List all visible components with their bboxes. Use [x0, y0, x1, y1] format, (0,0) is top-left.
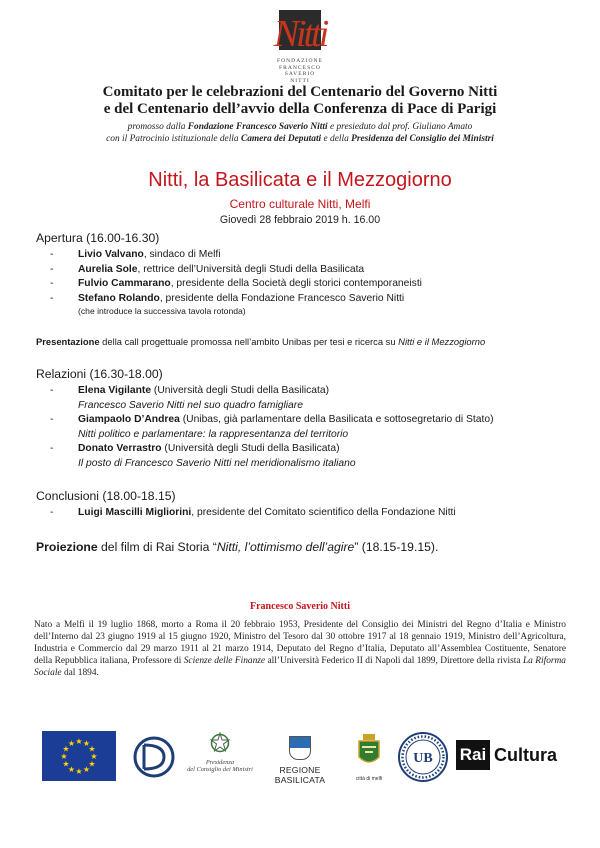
- citta-di-melfi-logo: [352, 733, 386, 785]
- eu-star-icon: ★: [62, 744, 70, 754]
- bio-title: Francesco Saverio Nitti: [250, 601, 350, 612]
- talk-title: Francesco Saverio Nitti nel suo quadro famigliare: [78, 399, 303, 411]
- speaker-item: - Livio Valvano, sindaco di Melfi: [50, 249, 221, 260]
- unibas-initials: UB: [413, 751, 433, 766]
- speaker-item: - Giampaolo D’Andrea (Unibas, già parlamentare della Basilicata e sottosegretario di Stato) Nitti politico e parlamentare: la rappresentanza del territorio: [36, 413, 576, 442]
- speaker-item: - Stefano Rolando, presidente della Fondazione Francesco Saverio Nitti (che introduce la successiva tavola rotonda): [36, 292, 576, 318]
- section-title-label: Apertura: [36, 231, 83, 245]
- proiezione-line: [36, 540, 576, 554]
- bio-subject: Scienze delle Finanze: [183, 655, 266, 666]
- logo-text-francesco: FRANCESCO: [279, 64, 321, 71]
- eu-star-icon: ★: [75, 737, 83, 746]
- promo-foundation: Fondazione Francesco Saverio Nitti: [187, 122, 328, 132]
- nitti-signature-mark: [265, 8, 335, 58]
- speaker-name: Luigi Mascilli Migliorini: [78, 507, 192, 518]
- section-relazioni: [36, 366, 576, 472]
- speaker-list: [36, 506, 576, 521]
- eu-star-icon: ★: [67, 764, 76, 774]
- regione-basilicata-logo: [256, 736, 344, 785]
- promotion-line-2: [30, 133, 570, 145]
- eu-star-icon: ★: [82, 764, 91, 774]
- eu-stars-icon: [42, 731, 116, 781]
- speaker-list: [36, 384, 576, 472]
- presentazione-label: Presentazione: [36, 336, 100, 347]
- eu-star-icon: ★: [88, 744, 96, 754]
- promo-text: con il Patrocinio istituzionale della: [106, 134, 241, 144]
- section-title: [36, 488, 576, 504]
- logo-text-fondazione: FONDAZIONE: [276, 58, 324, 64]
- fondazione-nitti-logo: [260, 8, 340, 88]
- bio-text-part: all’Università Federico II di Napoli dal 1899, Direttore della rivista: [265, 655, 523, 666]
- eu-star-icon: ★: [82, 739, 91, 749]
- section-time: (16.00-16.30): [86, 231, 160, 245]
- logo-text-saverio: SAVERIO: [284, 71, 316, 78]
- speaker-role: , sindaco di Melfi: [143, 249, 221, 260]
- section-conclusioni: [36, 488, 576, 521]
- speaker-name: Fulvio Cammarano: [78, 278, 171, 290]
- speaker-name: Donato Verrastro: [78, 443, 162, 455]
- eu-flag-logo: [42, 731, 116, 781]
- section-title: [36, 366, 576, 382]
- bio-journal: La Riforma Sociale: [34, 655, 566, 678]
- speaker-item: - Elena Vigilante (Università degli Studi della Basilicata) Francesco Saverio Nitti nel suo quadro famigliare: [36, 384, 576, 413]
- eu-star-icon: ★: [60, 752, 68, 761]
- promo-text: e presieduto dal prof. Giuliano Amato: [327, 122, 473, 132]
- bio-text-part: Nato a Melfi il 19 luglio 1868, morto a Roma il 20 febbraio 1953, Presidente del Consiglio dei Ministri del Regno d’Italia e Ministro dell’Interno dal 23 giugno 1919 al 15 giugno 1920, Ministro del Tesoro dal 30 ottobre 1917 al 18 gennaio 1919, Ministro dell’Agricoltura, Industria e Commercio dal 29 marzo 1911 al 21 marzo 1914, Deputato del Regno d’Italia, Deputato all’Assemblea Costituente, Senatore della Repubblica italiana, Professore di: [34, 620, 566, 666]
- talk-title: Nitti politico e parlamentare: la rappresentanza del territorio: [78, 428, 349, 440]
- italian-emblem-icon: [210, 732, 230, 754]
- presidenza-consiglio-logo: [180, 732, 260, 784]
- committee-heading: [30, 84, 570, 118]
- section-title: [36, 230, 576, 246]
- speaker-role: , presidente del Comitato scientifico della Fondazione Nitti: [191, 507, 456, 518]
- promo-text: promosso dalla: [127, 122, 188, 132]
- promotion-note: [30, 121, 570, 145]
- proiezione-label: Proiezione: [36, 540, 98, 554]
- section-time: (18.00-18.15): [102, 489, 176, 503]
- eu-star-icon: ★: [67, 739, 76, 749]
- basilicata-shield-icon: [289, 736, 311, 760]
- heading-line-1: Comitato per le celebrazioni del Centenario del Governo Nitti: [102, 84, 498, 100]
- melfi-label: città di melfi: [355, 776, 383, 782]
- eu-star-icon: ★: [88, 759, 96, 769]
- speaker-role: , rettrice dell’Università degli Studi della Basilicata: [137, 263, 365, 275]
- speaker-item: - Fulvio Cammarano, presidente della Società degli storici contemporaneisti: [50, 278, 422, 290]
- section-apertura: [36, 230, 576, 317]
- rai-mark: Rai: [456, 740, 490, 770]
- promo-text: e della: [321, 134, 352, 144]
- section-time: (16.30-18.00): [89, 367, 163, 381]
- rai-cultura-logo: [456, 740, 574, 770]
- speaker-list: [36, 248, 576, 317]
- bio-text: [34, 620, 566, 680]
- speaker-name: Stefano Rolando: [78, 292, 160, 304]
- speaker-name: Elena Vigilante: [78, 385, 152, 396]
- pcm-line-1: Presidenza: [205, 759, 235, 766]
- event-venue: Centro culturale Nitti, Melfi: [229, 197, 371, 211]
- bio-text-part: dal 1894.: [61, 667, 99, 678]
- logo-text-nitti: NITTI: [290, 77, 310, 84]
- melfi-crest-icon: [355, 733, 383, 771]
- unibas-seal-icon: [397, 731, 449, 783]
- film-title: Nitti, l’ottimismo dell’agire: [216, 540, 355, 554]
- presentazione-topic: Nitti e il Mezzogiorno: [398, 336, 486, 347]
- promo-presidenza: Presidenza del Consiglio dei Ministri: [351, 134, 494, 144]
- dc-monogram-logo: [130, 733, 178, 781]
- speaker-item: - Aurelia Sole, rettrice dell’Università degli Studi della Basilicata: [50, 263, 365, 275]
- dc-monogram-icon: [130, 733, 178, 781]
- eu-star-icon: ★: [90, 752, 98, 761]
- pcm-line-2: del Consiglio dei Ministri: [187, 766, 253, 774]
- eu-star-icon: ★: [75, 767, 83, 776]
- speaker-name: Giampaolo D’Andrea: [78, 414, 180, 426]
- speaker-role: (Università degli Studi della Basilicata): [161, 443, 340, 455]
- speaker-role: (Università degli Studi della Basilicata): [151, 385, 330, 396]
- event-date: Giovedì 28 febbraio 2019 h. 16.00: [219, 214, 381, 226]
- section-title-label: Relazioni: [36, 367, 87, 381]
- speaker-item: - Luigi Mascilli Migliorini, presidente del Comitato scientifico della Fondazione Nitti: [50, 507, 456, 518]
- basilicata-label: REGIONE BASILICATA: [274, 765, 326, 785]
- nitti-signature: Nitti: [273, 13, 327, 55]
- proiezione-time: ” (18.15-19.15).: [354, 540, 439, 554]
- speaker-item: - Donato Verrastro (Università degli Studi della Basilicata) Il posto di Francesco Saverio Nitti nel meridionalismo italiano: [36, 442, 576, 471]
- presentazione-line: [36, 336, 576, 347]
- unibas-seal-logo: [397, 731, 449, 783]
- cultura-label: Cultura: [494, 745, 557, 765]
- event-title: Nitti, la Basilicata e il Mezzogiorno: [148, 169, 452, 191]
- promo-camera: Camera dei Deputati: [240, 134, 322, 144]
- promotion-line-1: [30, 121, 570, 133]
- speaker-name: Aurelia Sole: [78, 263, 138, 275]
- heading-line-2: e del Centenario dell’avvio della Conferenza di Pace di Parigi: [103, 101, 497, 117]
- section-title-label: Conclusioni: [36, 489, 100, 503]
- speaker-note: (che introduce la successiva tavola rotonda): [78, 306, 246, 317]
- eu-star-icon: ★: [62, 759, 70, 769]
- talk-title: Il posto di Francesco Saverio Nitti nel meridionalismo italiano: [78, 457, 356, 469]
- speaker-role: (Unibas, già parlamentare della Basilicata e sottosegretario di Stato): [179, 414, 494, 426]
- presentazione-text: della call progettuale promossa nell’ambito Unibas per tesi e ricerca su: [99, 336, 399, 347]
- speaker-role: , presidente della Società degli storici contemporaneisti: [170, 278, 422, 290]
- proiezione-text: del film di Rai Storia “: [97, 540, 217, 554]
- speaker-name: Livio Valvano: [78, 249, 144, 260]
- speaker-role: , presidente della Fondazione Francesco Saverio Nitti: [159, 292, 405, 304]
